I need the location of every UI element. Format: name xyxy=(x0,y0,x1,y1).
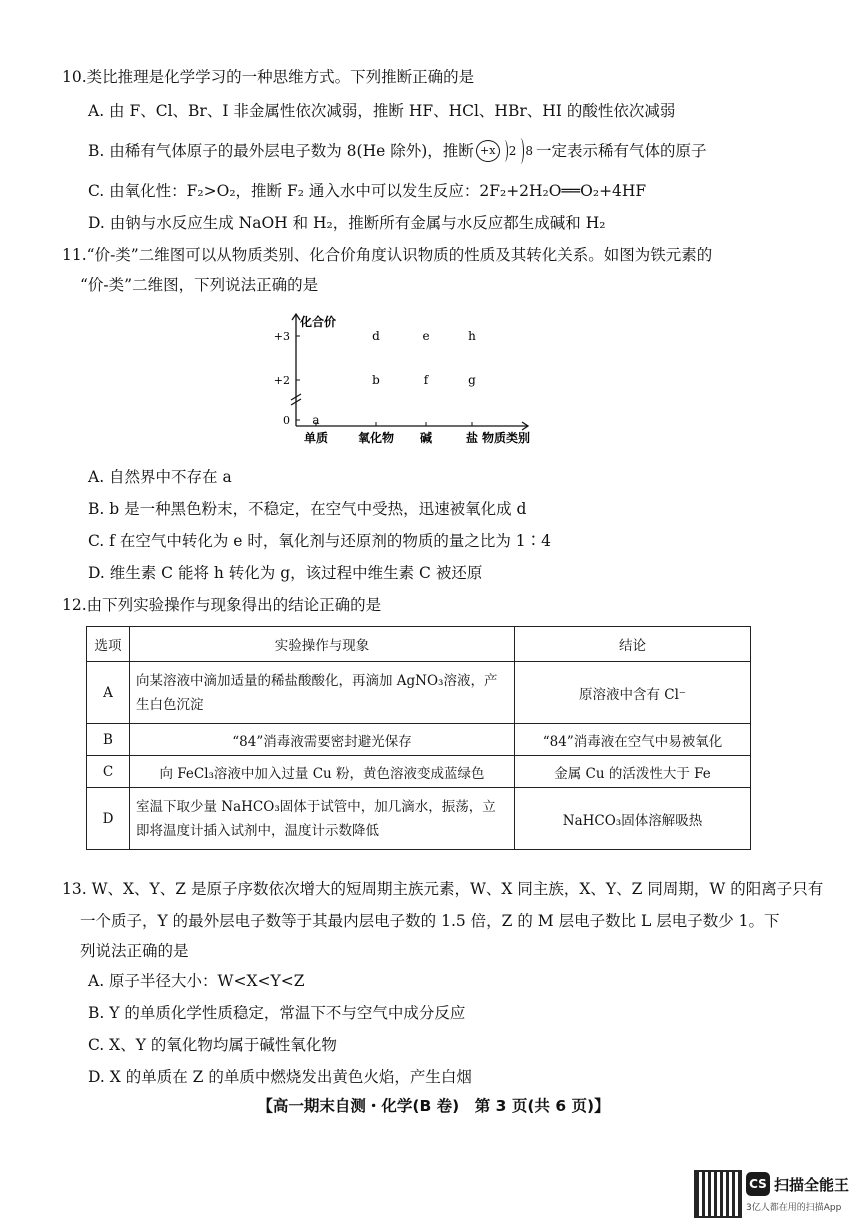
q11-option-d: D. 维生素 C 能将 h 转化为 g，该过程中维生素 C 被还原 xyxy=(88,564,483,582)
header-option: 选项 xyxy=(87,627,130,662)
q10-option-a: A. 由 F、Cl、Br、I 非金属性依次减弱，推断 HF、HCl、HBr、HI 的酸性依次减弱 xyxy=(88,102,676,120)
y-tick-label: +2 xyxy=(273,374,290,387)
q12-stem: 12.由下列实验操作与现象得出的结论正确的是 xyxy=(62,596,382,614)
row-conclusion: 原溶液中含有 Cl⁻ xyxy=(515,662,751,724)
row-operation: 向 FeCl₃溶液中加入过量 Cu 粉，黄色溶液变成蓝绿色 xyxy=(130,756,515,788)
q10-option-b-post: 一定表示稀有气体的原子 xyxy=(536,142,707,160)
q10-option-b-pre: B. 由稀有气体原子的最外层电子数为 8(He 除外)，推断 xyxy=(88,142,474,160)
y-tick-label: +3 xyxy=(273,330,290,343)
y-tick-label: 0 xyxy=(283,414,290,427)
x-tick-label: 盐 xyxy=(465,431,479,445)
table-row xyxy=(87,724,751,756)
nucleus-circle xyxy=(476,140,500,162)
q13-option-d: D. X 的单质在 Z 的单质中燃烧发出黄色火焰，产生白烟 xyxy=(88,1068,472,1086)
chart-point-label: e xyxy=(422,329,430,343)
row-option: B xyxy=(87,724,130,756)
q11-option-a: A. 自然界中不存在 a xyxy=(88,468,232,486)
atom-structure-diagram xyxy=(476,138,534,164)
row-operation: 室温下取少量 NaHCO₃固体于试管中，加几滴水，振荡，立即将温度计插入试剂中，温度计示数降低 xyxy=(130,788,515,850)
scanner-app-name: 扫描全能王 xyxy=(774,1176,850,1194)
shell-arc-1 xyxy=(501,140,508,162)
qr-code-icon xyxy=(694,1170,742,1218)
row-conclusion: NaHCO₃固体溶解吸热 xyxy=(515,788,751,850)
chart-point-label: h xyxy=(468,329,476,343)
shell-electrons-1: 2 xyxy=(508,144,517,158)
x-tick-label: 碱 xyxy=(419,431,433,445)
header-conclusion: 结论 xyxy=(515,627,751,662)
q10-option-c: C. 由氧化性：F₂>O₂，推断 F₂ 通入水中可以发生反应：2F₂+2H₂O══O₂+4HF xyxy=(88,182,647,200)
q10-option-b xyxy=(88,138,707,164)
chart-points xyxy=(312,329,476,427)
row-operation: “84”消毒液需要密封避光保存 xyxy=(130,724,515,756)
experiment-table xyxy=(86,626,751,850)
q10-option-d: D. 由钠与水反应生成 NaOH 和 H₂，推断所有金属与水反应都生成碱和 H₂ xyxy=(88,214,606,232)
row-conclusion: 金属 Cu 的活泼性大于 Fe xyxy=(515,756,751,788)
table-row xyxy=(87,788,751,850)
q13-stem-line3: 列说法正确的是 xyxy=(80,942,189,960)
chart-point-label: b xyxy=(372,373,380,387)
table-row xyxy=(87,662,751,724)
row-option: A xyxy=(87,662,130,724)
valence-class-chart xyxy=(268,308,558,453)
shell-electrons-2: 8 xyxy=(525,144,534,158)
q13-stem-line2: 一个质子，Y 的最外层电子数等于其最内层电子数的 1.5 倍，Z 的 M 层电子数比 L 层电子数少 1。下 xyxy=(80,912,780,930)
page-footer: 【高一期末自测・化学(B 卷) 第 3 页(共 6 页)】 xyxy=(257,1097,610,1115)
x-tick-label: 单质 xyxy=(303,431,329,445)
chart-axes xyxy=(291,314,528,430)
chart-point-label: f xyxy=(423,373,429,387)
q11-option-c: C. f 在空气中转化为 e 时，氧化剂与还原剂的物质的量之比为 1∶4 xyxy=(88,532,552,550)
scanner-app-tagline: 3亿人都在用的扫描App xyxy=(746,1203,842,1213)
shell-arc-2 xyxy=(517,138,524,164)
table-header-row xyxy=(87,627,751,662)
y-axis-label: 化合价 xyxy=(300,315,337,329)
q13-option-c: C. X、Y 的氧化物均属于碱性氧化物 xyxy=(88,1036,337,1054)
q13-option-a: A. 原子半径大小：W<X<Y<Z xyxy=(88,972,305,990)
q10-stem: 10.类比推理是化学学习的一种思维方式。下列推断正确的是 xyxy=(62,68,475,86)
chart-point-label: a xyxy=(312,413,320,427)
row-option: C xyxy=(87,756,130,788)
row-option: D xyxy=(87,788,130,850)
chart-point-label: g xyxy=(468,373,476,387)
nucleus-charge: +x xyxy=(480,144,496,157)
q11-option-b: B. b 是一种黑色粉末，不稳定，在空气中受热，迅速被氧化成 d xyxy=(88,500,527,518)
x-axis-label: 物质类别 xyxy=(481,431,530,445)
camscanner-logo-icon: CS xyxy=(746,1172,770,1196)
row-operation: 向某溶液中滴加适量的稀盐酸酸化，再滴加 AgNO₃溶液，产生白色沉淀 xyxy=(130,662,515,724)
scanner-watermark xyxy=(694,1170,864,1222)
x-tick-label: 氧化物 xyxy=(357,431,395,445)
row-conclusion: “84”消毒液在空气中易被氧化 xyxy=(515,724,751,756)
q11-stem-line2: “价-类”二维图，下列说法正确的是 xyxy=(80,276,319,294)
q11-stem-line1: 11.“价-类”二维图可以从物质类别、化合价角度认识物质的性质及其转化关系。如图为铁元素的 xyxy=(62,246,713,264)
q13-stem-line1: 13. W、X、Y、Z 是原子序数依次增大的短周期主族元素，W、X 同主族，X、Y、Z 同周期，W 的阳离子只有 xyxy=(62,880,824,898)
chart-point-label: d xyxy=(372,329,380,343)
header-operation: 实验操作与现象 xyxy=(130,627,515,662)
q13-option-b: B. Y 的单质化学性质稳定，常温下不与空气中成分反应 xyxy=(88,1004,466,1022)
table-row xyxy=(87,756,751,788)
